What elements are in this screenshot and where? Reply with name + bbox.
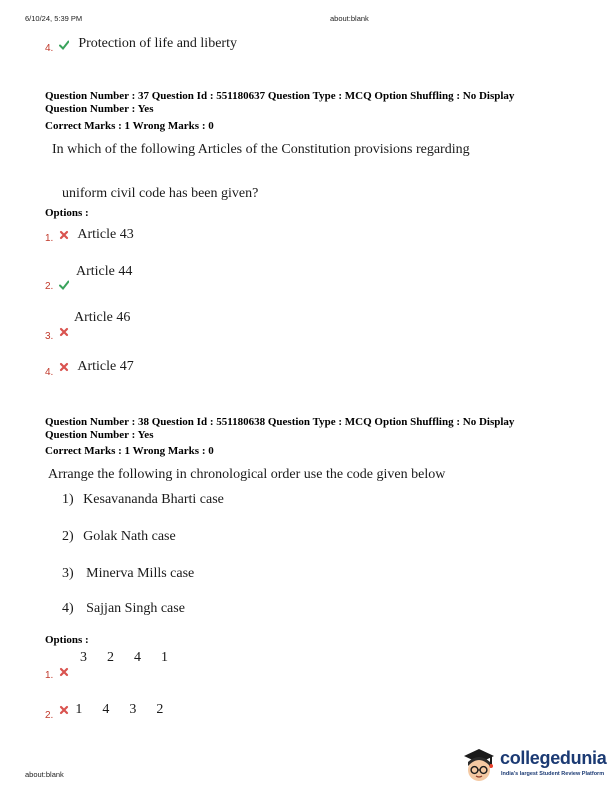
q37-option-3-text: Article 46	[74, 310, 131, 325]
prev-option-number: 4.	[45, 43, 54, 54]
q37-option-3-number: 3.	[45, 331, 54, 342]
logo-tagline: India's largest Student Review Platform	[501, 771, 605, 777]
q38-item-3-text: Minerva Mills case	[86, 566, 195, 581]
q38-option-1-sequence	[80, 650, 188, 666]
q38-option-2-value: 3	[129, 702, 137, 717]
q38-option-2-value: 4	[102, 702, 110, 717]
q38-option-2-value: 2	[156, 702, 164, 717]
q38-item-4-number: 4)	[62, 601, 74, 616]
q37-option-2-text: Article 44	[76, 264, 133, 279]
q37-option-4-text: Article 47	[77, 359, 134, 374]
q38-item-1	[62, 492, 224, 508]
q38-item-4	[62, 601, 185, 617]
logo-name: collegedunia	[500, 748, 607, 768]
prev-option-4	[45, 34, 237, 52]
q37-option-2	[45, 276, 69, 294]
q38-item-3	[62, 566, 194, 582]
q37-option-1-number: 1.	[45, 233, 54, 244]
collegedunia-logo	[458, 742, 608, 788]
q38-marks: Correct Marks : 1 Wrong Marks : 0	[45, 445, 214, 457]
q38-question-text: Arrange the following in chronological order use the code given below	[48, 467, 446, 482]
q37-option-2-number: 2.	[45, 281, 54, 292]
q38-item-2-number: 2)	[62, 529, 74, 544]
print-datetime: 6/10/24, 5:39 PM	[25, 14, 83, 23]
cross-icon	[59, 705, 69, 715]
q38-option-1-value: 1	[161, 650, 168, 665]
q38-option-2	[45, 700, 183, 721]
check-icon	[59, 280, 69, 290]
q38-option-1-value: 3	[80, 650, 87, 665]
q38-option-2-number: 2.	[45, 710, 54, 721]
check-icon	[59, 40, 69, 50]
q38-item-3-number: 3)	[62, 566, 74, 581]
q38-item-1-text: Kesavananda Bharti case	[83, 492, 224, 507]
q37-question-line1: In which of the following Articles of the Constitution provisions regarding	[52, 142, 470, 157]
q37-options-label: Options :	[45, 207, 89, 219]
q38-option-1	[45, 665, 69, 683]
cross-icon	[59, 230, 69, 240]
q38-option-2-sequence	[75, 702, 183, 717]
q37-meta-line1: Question Number : 37 Question Id : 551180637 Question Type : MCQ Option Shuffling : No Display	[45, 90, 515, 102]
q38-item-2-text: Golak Nath case	[83, 529, 176, 544]
q38-option-1-number: 1.	[45, 670, 54, 681]
q38-option-2-value: 1	[75, 702, 83, 717]
q38-meta-line1: Question Number : 38 Question Id : 551180638 Question Type : MCQ Option Shuffling : No Display	[45, 416, 515, 428]
q38-options-label: Options :	[45, 634, 89, 646]
q38-item-4-text: Sajjan Singh case	[86, 601, 185, 616]
q37-meta-line2: Question Number : Yes	[45, 103, 154, 115]
cross-icon	[59, 362, 69, 372]
prev-option-text: Protection of life and liberty	[78, 36, 237, 51]
q38-meta-line2: Question Number : Yes	[45, 429, 154, 441]
q37-option-3	[45, 326, 69, 344]
cross-icon	[59, 667, 69, 677]
q37-option-1	[45, 225, 134, 243]
cross-icon	[59, 327, 69, 337]
q38-item-2	[62, 529, 176, 545]
print-footer-url: about:blank	[25, 770, 64, 779]
q38-option-1-value: 2	[107, 650, 114, 665]
q37-option-4	[45, 357, 134, 378]
print-page-title: about:blank	[330, 14, 369, 23]
q38-option-1-value: 4	[134, 650, 141, 665]
q37-option-1-text: Article 43	[77, 227, 134, 242]
mascot-icon	[458, 742, 500, 784]
q37-question-line2: uniform civil code has been given?	[62, 186, 259, 201]
q37-marks: Correct Marks : 1 Wrong Marks : 0	[45, 120, 214, 132]
q37-option-4-number: 4.	[45, 367, 54, 378]
q38-item-1-number: 1)	[62, 492, 74, 507]
